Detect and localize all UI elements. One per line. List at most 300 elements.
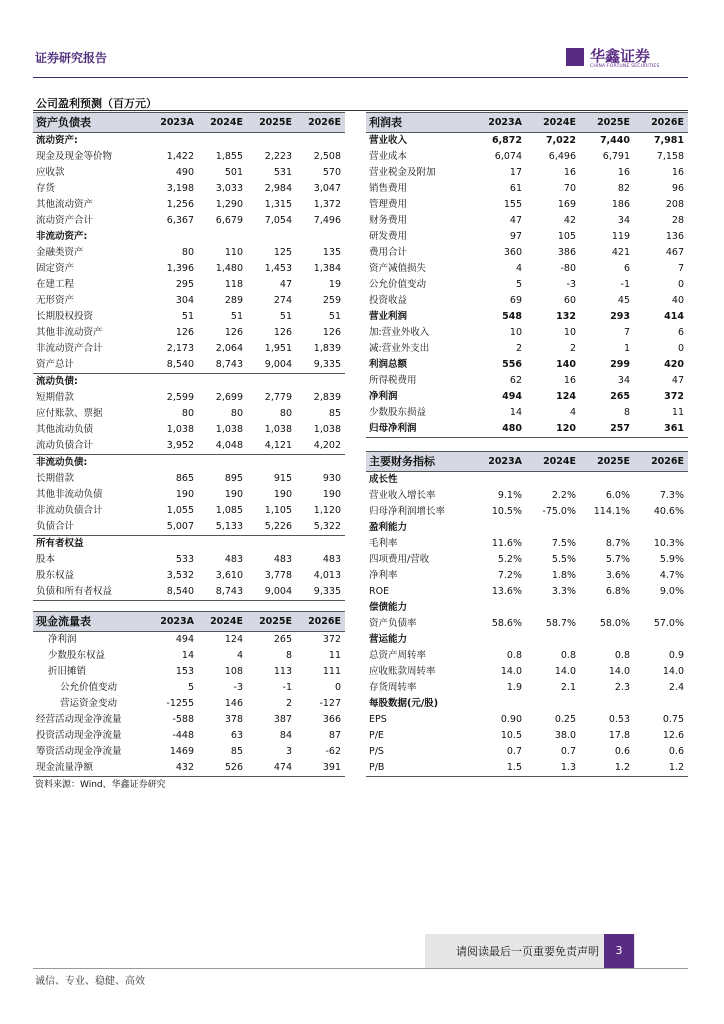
row-value: 1,105 xyxy=(264,505,292,516)
row-value xyxy=(296,374,345,391)
row-value: 97 xyxy=(509,231,522,242)
row-label: 营运资金变动 xyxy=(60,698,118,709)
year-header: 2025E xyxy=(580,113,634,133)
row-value: 126 xyxy=(175,327,194,338)
row-label: 营运能力 xyxy=(369,634,408,645)
table-row xyxy=(366,488,688,504)
row-label: 毛利率 xyxy=(369,538,398,549)
financial-indicators-table xyxy=(366,451,688,777)
row-value: 153 xyxy=(175,666,194,677)
table-row xyxy=(366,149,688,165)
table-row xyxy=(33,632,345,649)
table-row xyxy=(33,422,345,438)
row-label: 非流动负债: xyxy=(36,457,88,468)
row-value: 190 xyxy=(322,489,341,500)
table-row xyxy=(33,309,345,325)
page-number: 3 xyxy=(604,934,634,968)
row-value: 190 xyxy=(175,489,194,500)
table-row xyxy=(33,696,345,712)
row-value: 420 xyxy=(664,359,684,370)
row-value: 11 xyxy=(328,650,341,661)
row-label: 负债合计 xyxy=(33,519,149,536)
row-value xyxy=(247,536,296,553)
row-value: 96 xyxy=(671,183,684,194)
row-value: 265 xyxy=(273,634,292,645)
row-label: 流动资产合计 xyxy=(36,215,94,226)
row-value: 6,679 xyxy=(215,215,243,226)
row-value: 155 xyxy=(503,199,522,210)
row-value: -588 xyxy=(172,714,194,725)
row-value: -127 xyxy=(319,698,341,709)
table-row xyxy=(33,325,345,341)
row-label: 减:营业外支出 xyxy=(369,343,430,354)
row-value: 113 xyxy=(273,666,292,677)
row-value: 3,532 xyxy=(166,570,194,581)
row-value: 480 xyxy=(472,421,526,438)
row-label: P/B xyxy=(366,760,472,777)
row-value: 474 xyxy=(247,760,296,777)
row-value: 2 xyxy=(515,343,522,354)
row-value: 5.9% xyxy=(659,554,684,565)
table-row xyxy=(33,455,345,472)
table-row xyxy=(33,712,345,728)
row-value: -3 xyxy=(566,279,576,290)
row-value: 2,839 xyxy=(313,392,341,403)
row-value: 9,335 xyxy=(296,584,345,601)
row-value: 0.25 xyxy=(554,714,576,725)
row-value xyxy=(472,696,526,712)
row-value xyxy=(526,696,580,712)
table-row xyxy=(33,165,345,181)
row-value xyxy=(634,520,688,536)
row-value xyxy=(526,472,580,489)
row-value: 82 xyxy=(617,183,630,194)
row-value: 12.6 xyxy=(662,730,684,741)
row-value: 1.5 xyxy=(472,760,526,777)
row-value xyxy=(580,696,634,712)
row-label: 现金及现金等价物 xyxy=(36,151,113,162)
row-label: EPS xyxy=(369,714,387,725)
row-value: 0 xyxy=(677,343,684,354)
row-value: 3,198 xyxy=(166,183,194,194)
row-label: 四项费用/营收 xyxy=(369,554,430,565)
row-value: 118 xyxy=(224,279,243,290)
cashflow-statement-table xyxy=(33,611,345,777)
year-header: 2025E xyxy=(247,612,296,632)
row-label: 存货周转率 xyxy=(369,682,417,693)
row-label: 研发费用 xyxy=(369,231,408,242)
row-value: 1,038 xyxy=(264,424,292,435)
year-header: 2026E xyxy=(634,113,688,133)
row-value: 0.6 xyxy=(668,746,684,757)
table-row xyxy=(33,293,345,309)
disclaimer-link[interactable]: 请阅读最后一页重要免责声明 xyxy=(456,945,599,958)
table-row xyxy=(33,213,345,229)
row-value: 186 xyxy=(611,199,630,210)
row-label: 短期借款 xyxy=(36,392,75,403)
row-value xyxy=(472,600,526,616)
row-value xyxy=(149,229,198,245)
row-value: 17 xyxy=(509,167,522,178)
table-row xyxy=(366,632,688,648)
row-value: 9.0% xyxy=(659,586,684,597)
table-row xyxy=(33,584,345,601)
year-header: 2024E xyxy=(198,612,247,632)
row-value: 259 xyxy=(322,295,341,306)
row-value: 1,396 xyxy=(166,263,194,274)
row-value xyxy=(580,600,634,616)
table-row xyxy=(33,390,345,406)
row-value: 0.75 xyxy=(662,714,684,725)
row-value: 6.8% xyxy=(605,586,630,597)
row-value: 2 xyxy=(569,343,576,354)
row-value: 391 xyxy=(296,760,345,777)
row-value xyxy=(149,455,198,472)
row-value: 4,048 xyxy=(198,438,247,455)
row-value: 8,743 xyxy=(198,357,247,374)
header-divider xyxy=(33,77,688,78)
row-value: 0.8 xyxy=(506,650,522,661)
row-value: 548 xyxy=(502,311,522,322)
row-value xyxy=(526,600,580,616)
table-row xyxy=(366,648,688,664)
row-value: 361 xyxy=(634,421,688,438)
table-row xyxy=(33,406,345,422)
row-value xyxy=(580,520,634,536)
year-header: 2026E xyxy=(296,113,345,133)
row-value: 7,496 xyxy=(313,215,341,226)
row-label: 少数股东损益 xyxy=(369,407,427,418)
row-value: 289 xyxy=(224,295,243,306)
row-value xyxy=(526,632,580,648)
row-value xyxy=(634,472,688,489)
table-row xyxy=(366,357,688,373)
table-row xyxy=(366,421,688,438)
row-value: 3,778 xyxy=(264,570,292,581)
table-row xyxy=(366,293,688,309)
row-label: 非流动资产: xyxy=(36,231,88,242)
row-label: 归母净利润增长率 xyxy=(369,506,446,517)
row-value: 265 xyxy=(610,391,630,402)
row-value: 930 xyxy=(322,473,341,484)
row-value: 5.2% xyxy=(497,554,522,565)
row-value: 58.0% xyxy=(599,618,630,629)
row-value: 2.1 xyxy=(560,682,576,693)
row-value: 2,223 xyxy=(264,151,292,162)
row-label: 投资活动现金净流量 xyxy=(36,730,122,741)
row-label: 偿债能力 xyxy=(369,602,408,613)
row-value: 3 xyxy=(285,746,292,757)
row-value: 51 xyxy=(181,311,194,322)
row-value: 526 xyxy=(198,760,247,777)
row-value: 1,256 xyxy=(166,199,194,210)
row-value: 5,007 xyxy=(149,519,198,536)
table-row xyxy=(33,181,345,197)
row-value: 9,004 xyxy=(247,357,296,374)
table-title: 现金流量表 xyxy=(33,612,149,632)
row-value: 51 xyxy=(328,311,341,322)
row-label: 总资产周转率 xyxy=(369,650,427,661)
year-header: 2025E xyxy=(247,113,296,133)
row-value: 556 xyxy=(502,359,522,370)
row-value xyxy=(198,133,247,150)
row-label: 其他非流动负债 xyxy=(36,489,103,500)
row-value xyxy=(149,536,198,553)
row-value: 4,202 xyxy=(296,438,345,455)
table-row xyxy=(366,728,688,744)
row-value: 9,335 xyxy=(296,357,345,374)
row-value: 295 xyxy=(175,279,194,290)
table-row xyxy=(366,389,688,405)
row-value: 2.4 xyxy=(668,682,684,693)
row-value: 38.0 xyxy=(554,730,576,741)
row-label: 其他流动资产 xyxy=(36,199,94,210)
row-value: 10.5% xyxy=(491,506,522,517)
row-label: 固定资产 xyxy=(36,263,75,274)
row-value: 467 xyxy=(665,247,684,258)
row-value: 8 xyxy=(285,650,292,661)
table-row xyxy=(366,165,688,181)
row-value: 274 xyxy=(273,295,292,306)
brand-name-en: CHINA FORTUNE SECURITIES xyxy=(590,64,660,69)
row-value: 1,038 xyxy=(215,424,243,435)
table-row xyxy=(366,309,688,325)
row-value: 0.7 xyxy=(560,746,576,757)
row-value: 5 xyxy=(515,279,522,290)
table-header-row xyxy=(366,113,688,133)
row-value: 60 xyxy=(563,295,576,306)
row-value xyxy=(580,632,634,648)
year-header: 2024E xyxy=(526,452,580,472)
row-value: 87 xyxy=(328,730,341,741)
row-value: 1,453 xyxy=(264,263,292,274)
year-header: 2023A xyxy=(149,113,198,133)
row-value: 372 xyxy=(664,391,684,402)
row-value xyxy=(634,600,688,616)
company-motto: 诚信、专业、稳健、高效 xyxy=(35,976,145,987)
table-row xyxy=(366,616,688,632)
row-value: 126 xyxy=(224,327,243,338)
row-value: -1 xyxy=(620,279,630,290)
row-value: 111 xyxy=(322,666,341,677)
row-label: 长期股权投资 xyxy=(36,311,94,322)
row-value: 6,074 xyxy=(494,151,522,162)
row-value: 6,367 xyxy=(166,215,194,226)
row-value: 6 xyxy=(623,263,630,274)
row-label: ROE xyxy=(369,586,390,597)
row-value: -75.0% xyxy=(542,506,576,517)
table-row xyxy=(366,405,688,421)
row-value: 1.2 xyxy=(580,760,634,777)
table-row xyxy=(366,472,688,489)
table-row xyxy=(366,744,688,760)
row-value: 14 xyxy=(509,407,522,418)
table-row xyxy=(366,664,688,680)
row-label: 筹资活动现金净流量 xyxy=(36,746,122,757)
row-value: 1,480 xyxy=(215,263,243,274)
row-value: 7,981 xyxy=(653,135,684,146)
row-value: 299 xyxy=(610,359,630,370)
row-label: 非流动资产合计 xyxy=(36,343,103,354)
row-value: -1255 xyxy=(166,698,194,709)
row-label: 净利润 xyxy=(369,391,398,402)
row-label: 股本 xyxy=(36,554,56,565)
row-value: 136 xyxy=(665,231,684,242)
row-value: 366 xyxy=(322,714,341,725)
row-value: 5,133 xyxy=(198,519,247,536)
row-value: 69 xyxy=(509,295,522,306)
table-row xyxy=(366,568,688,584)
row-value: 386 xyxy=(557,247,576,258)
row-value: 483 xyxy=(224,554,243,565)
row-value: 8.7% xyxy=(605,538,630,549)
row-label: 折旧摊销 xyxy=(48,666,87,677)
row-value: 13.6% xyxy=(491,586,522,597)
row-value: 432 xyxy=(149,760,198,777)
table-row xyxy=(33,664,345,680)
row-value: 85 xyxy=(328,408,341,419)
table-row xyxy=(366,133,688,150)
table-row xyxy=(366,341,688,357)
row-value: 1,422 xyxy=(166,151,194,162)
row-value: 84 xyxy=(279,730,292,741)
row-value xyxy=(198,536,247,553)
row-value xyxy=(472,472,526,489)
row-value: 85 xyxy=(230,746,243,757)
table-row xyxy=(366,520,688,536)
row-label: 金融类资产 xyxy=(36,247,84,258)
row-label: 营业收入 xyxy=(369,135,408,146)
row-value: 169 xyxy=(557,199,576,210)
row-value: 146 xyxy=(224,698,243,709)
row-value: 7 xyxy=(677,263,684,274)
row-value: 19 xyxy=(328,279,341,290)
row-value: 14.0 xyxy=(662,666,684,677)
brand-logo-icon xyxy=(566,48,584,66)
row-value: 58.6% xyxy=(491,618,522,629)
row-label: 净利率 xyxy=(369,570,398,581)
row-label: 资产负债率 xyxy=(369,618,417,629)
row-value: 190 xyxy=(224,489,243,500)
table-header-row xyxy=(33,113,345,133)
row-value: 387 xyxy=(273,714,292,725)
year-header: 2024E xyxy=(198,113,247,133)
row-value: 120 xyxy=(526,421,580,438)
table-row xyxy=(33,229,345,245)
row-value: 132 xyxy=(556,311,576,322)
row-value: 0.7 xyxy=(506,746,522,757)
row-value: 108 xyxy=(224,666,243,677)
table-row xyxy=(366,584,688,600)
row-value xyxy=(526,520,580,536)
table-row xyxy=(366,712,688,728)
row-label: 应付账款、票据 xyxy=(36,408,103,419)
row-label: 股东权益 xyxy=(36,570,75,581)
table-row xyxy=(33,648,345,664)
report-type-label: 证券研究报告 xyxy=(35,51,108,65)
row-label: 投资收益 xyxy=(369,295,408,306)
row-value: 483 xyxy=(273,554,292,565)
row-value: -1 xyxy=(282,682,292,693)
row-label: 少数股东权益 xyxy=(48,650,106,661)
year-header: 2025E xyxy=(580,452,634,472)
table-row xyxy=(366,213,688,229)
row-value: 190 xyxy=(273,489,292,500)
row-value: 1.2 xyxy=(634,760,688,777)
table-row xyxy=(366,760,688,777)
row-value: 16 xyxy=(671,167,684,178)
row-value: 2,173 xyxy=(166,343,194,354)
row-label: P/E xyxy=(369,730,384,741)
row-value: 80 xyxy=(181,247,194,258)
row-value: 483 xyxy=(322,554,341,565)
row-value: 0.8 xyxy=(560,650,576,661)
table-row xyxy=(33,438,345,455)
row-value: 34 xyxy=(617,375,630,386)
row-label: 营业利润 xyxy=(369,311,408,322)
row-value: 9,004 xyxy=(247,584,296,601)
row-value xyxy=(634,632,688,648)
row-value: 7.5% xyxy=(551,538,576,549)
row-value xyxy=(247,374,296,391)
row-value: 14.0 xyxy=(608,666,630,677)
row-value: 3,952 xyxy=(149,438,198,455)
row-value: 490 xyxy=(175,167,194,178)
row-value: 14.0 xyxy=(500,666,522,677)
row-value: 57.0% xyxy=(653,618,684,629)
table-title: 资产负债表 xyxy=(33,113,149,133)
row-label: 非流动负债合计 xyxy=(36,505,103,516)
row-value: 304 xyxy=(175,295,194,306)
table-row xyxy=(366,680,688,696)
row-value: -3 xyxy=(233,682,243,693)
table-row xyxy=(366,261,688,277)
row-value: 80 xyxy=(181,408,194,419)
row-label: 无形资产 xyxy=(36,295,75,306)
row-value: 7,440 xyxy=(599,135,630,146)
row-value: 2,779 xyxy=(264,392,292,403)
row-value: 47 xyxy=(509,215,522,226)
table-row xyxy=(33,245,345,261)
row-value: 10.3% xyxy=(653,538,684,549)
row-value xyxy=(198,229,247,245)
table-row xyxy=(33,760,345,777)
row-value: 1.3 xyxy=(526,760,580,777)
row-label: 应收账款周转率 xyxy=(369,666,436,677)
row-label: 销售费用 xyxy=(369,183,408,194)
row-value: 3.6% xyxy=(605,570,630,581)
row-value xyxy=(634,696,688,712)
row-label: 成长性 xyxy=(369,474,398,485)
year-header: 2023A xyxy=(472,452,526,472)
row-value: 1,951 xyxy=(264,343,292,354)
table-row xyxy=(33,357,345,374)
row-value: 0 xyxy=(334,682,341,693)
row-value: 4 xyxy=(236,650,243,661)
row-label: 每股数据(元/股) xyxy=(369,698,439,709)
table-row xyxy=(366,504,688,520)
row-value: 0.8 xyxy=(614,650,630,661)
row-value: 119 xyxy=(611,231,630,242)
row-value: 1,038 xyxy=(313,424,341,435)
row-value: 8,540 xyxy=(149,584,198,601)
row-label: 归母净利润 xyxy=(366,421,472,438)
row-label: 营业成本 xyxy=(369,151,408,162)
row-value xyxy=(296,133,345,150)
table-row xyxy=(33,519,345,536)
row-value: 58.7% xyxy=(545,618,576,629)
row-value: 414 xyxy=(664,311,684,322)
